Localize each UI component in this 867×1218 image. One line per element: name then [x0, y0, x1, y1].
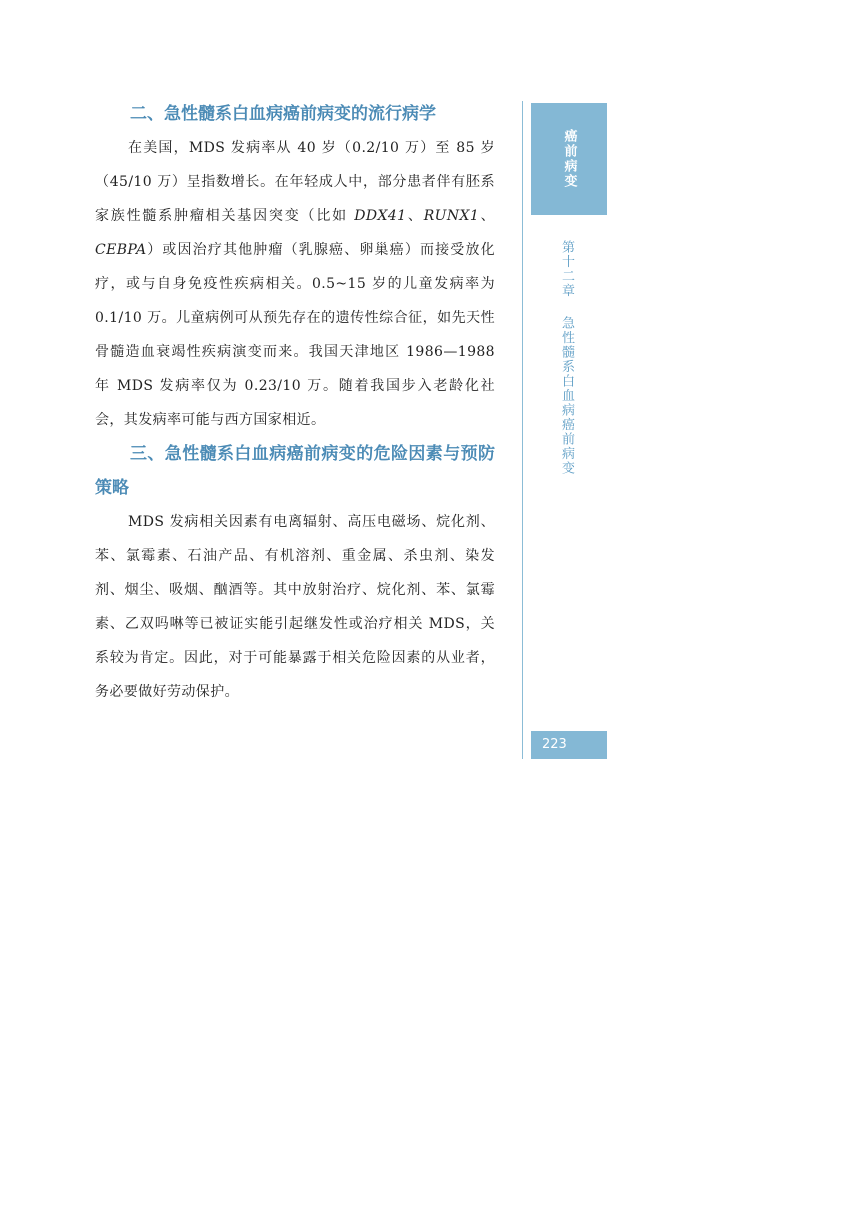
paragraph-risk-factors: MDS 发病相关因素有电离辐射、高压电磁场、烷化剂、苯、氯霉素、石油产品、有机溶剂、重金属、杀虫剂、染发剂、烟尘、吸烟、酗酒等。其中放射治疗、烷化剂、苯、氯霉素、乙双吗啉等已被证实能引起继发性或治疗相关 MDS，关系较为肯定。因此，对于可能暴露于相关危险因素的从业者，务必要做好劳动保护。	[95, 514, 495, 700]
section-heading-risk-factors: 三、急性髓系白血病癌前病变的危险因素与预防策略	[95, 444, 495, 498]
section-tab-label: 癌前病变	[561, 129, 577, 189]
gene-name: DDX41	[354, 208, 407, 224]
gene-name: CEBPA	[95, 242, 147, 258]
separator: 、	[479, 208, 495, 224]
paragraph-epidemiology	[95, 131, 495, 437]
page-number: 223	[531, 731, 607, 759]
separator: 、	[406, 208, 424, 224]
section-tab	[531, 103, 607, 215]
chapter-running-title	[556, 240, 576, 476]
paragraph-text: 在美国，MDS 发病率从 40 岁（0.2/10 万）至 85 岁（45/10 万）呈指数增长。在年轻成人中，部分患者伴有胚系家族性髓系肿瘤相关基因突变（比如	[95, 140, 495, 224]
main-content	[95, 97, 495, 709]
section-heading-epidemiology: 二、急性髓系白血病癌前病变的流行病学	[130, 104, 436, 124]
chapter-number: 第十二章	[559, 240, 574, 298]
paragraph-text: ）或因治疗其他肿瘤（乳腺癌、卵巢癌）而接受放化疗，或与自身免疫性疾病相关。0.5~15 岁的儿童发病率为 0.1/10 万。儿童病例可从预先存在的遗传性综合征，如先天性骨髓造血衰竭性疾病演变而来。我国天津地区 1986—1988 年 MDS 发病率仅为 0.23/10 万。随着我国步入老龄化社会，其发病率可能与西方国家相近。	[95, 242, 495, 428]
gene-name: RUNX1	[423, 208, 480, 224]
vertical-divider	[522, 101, 523, 759]
chapter-title: 急性髓系白血病癌前病变	[559, 316, 574, 476]
